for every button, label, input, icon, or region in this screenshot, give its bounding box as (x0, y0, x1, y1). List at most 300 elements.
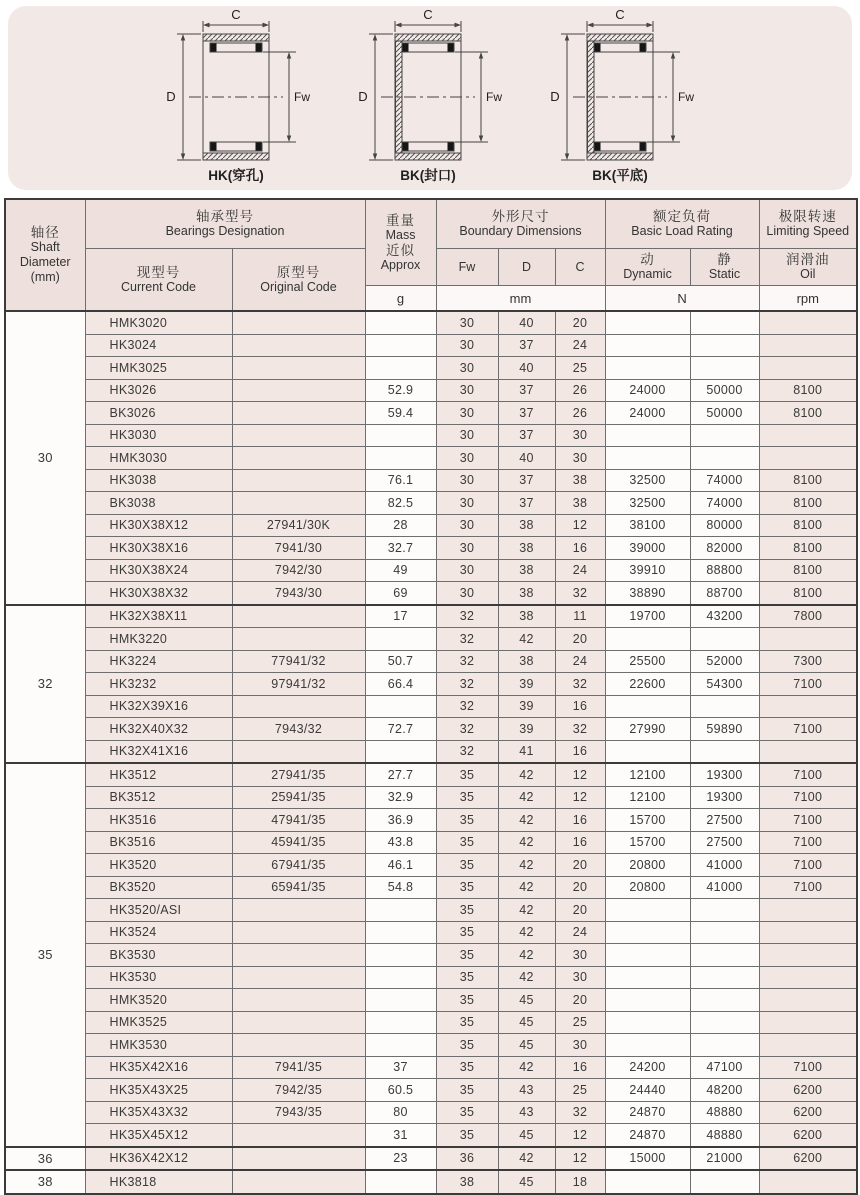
dynamic-load-cell: 32500 (605, 469, 690, 492)
static-load-cell: 41000 (690, 854, 759, 877)
table-row (5, 944, 857, 967)
original-code-cell (232, 605, 365, 628)
dim-label-c: C (231, 7, 241, 22)
dynamic-load-cell: 27990 (605, 718, 690, 741)
static-load-cell (690, 695, 759, 718)
oil-speed-cell: 7100 (759, 854, 857, 877)
shaft-diameter-cell: 36 (5, 1147, 85, 1171)
table-row (5, 379, 857, 402)
dynamic-load-cell: 39000 (605, 537, 690, 560)
mass-cell: 23 (365, 1147, 436, 1171)
d-cell: 39 (498, 718, 555, 741)
table-row (5, 1170, 857, 1194)
mass-cell (365, 334, 436, 357)
table-row (5, 1034, 857, 1057)
current-code-cell: HK3232 (85, 673, 232, 696)
fw-cell: 30 (436, 537, 498, 560)
current-code-cell: HK3024 (85, 334, 232, 357)
header-load-unit: N (605, 286, 759, 312)
table-row (5, 1011, 857, 1034)
seal-square-icon (640, 143, 646, 151)
fw-cell: 35 (436, 1079, 498, 1102)
mass-cell (365, 447, 436, 470)
table-row (5, 740, 857, 763)
original-code-cell (232, 469, 365, 492)
static-load-cell (690, 899, 759, 922)
mass-cell: 59.4 (365, 402, 436, 425)
fw-cell: 30 (436, 582, 498, 605)
fw-cell: 35 (436, 989, 498, 1012)
static-load-cell: 47100 (690, 1056, 759, 1079)
oil-speed-cell (759, 989, 857, 1012)
fw-cell: 35 (436, 876, 498, 899)
mass-cell: 72.7 (365, 718, 436, 741)
original-code-cell: 77941/32 (232, 650, 365, 673)
table-row (5, 469, 857, 492)
fw-cell: 35 (436, 763, 498, 786)
c-cell: 16 (555, 809, 605, 832)
current-code-cell: HK3224 (85, 650, 232, 673)
c-cell: 32 (555, 582, 605, 605)
header-d: D (498, 249, 555, 286)
oil-speed-cell (759, 899, 857, 922)
dim-label-fw: Fw (678, 90, 694, 104)
current-code-cell: HK3524 (85, 921, 232, 944)
header-dims-zh: 外形尺寸 (491, 209, 550, 224)
static-load-cell (690, 740, 759, 763)
d-cell: 42 (498, 1147, 555, 1171)
c-cell: 30 (555, 966, 605, 989)
original-code-cell: 7943/32 (232, 718, 365, 741)
current-code-cell: HK35X43X25 (85, 1079, 232, 1102)
static-load-cell: 88700 (690, 582, 759, 605)
dynamic-load-cell (605, 695, 690, 718)
c-cell: 30 (555, 1034, 605, 1057)
mass-cell (365, 740, 436, 763)
dynamic-load-cell (605, 628, 690, 651)
mass-cell (365, 944, 436, 967)
original-code-cell (232, 357, 365, 380)
fw-cell: 30 (436, 334, 498, 357)
static-load-cell: 48880 (690, 1124, 759, 1147)
d-cell: 39 (498, 695, 555, 718)
table-row (5, 921, 857, 944)
shaft-diameter-cell: 30 (5, 311, 85, 605)
d-cell: 42 (498, 854, 555, 877)
oil-speed-cell: 8100 (759, 559, 857, 582)
header-static-zh: 静 (717, 252, 732, 267)
table-row (5, 357, 857, 380)
c-cell: 25 (555, 357, 605, 380)
seal-square-icon (256, 44, 262, 52)
oil-speed-cell: 7100 (759, 831, 857, 854)
header-fw: Fw (436, 249, 498, 286)
dynamic-load-cell: 19700 (605, 605, 690, 628)
d-cell: 38 (498, 559, 555, 582)
dynamic-load-cell: 15700 (605, 831, 690, 854)
dynamic-load-cell (605, 334, 690, 357)
oil-speed-cell: 7100 (759, 809, 857, 832)
shaft-diameter-cell: 38 (5, 1170, 85, 1194)
dynamic-load-cell: 20800 (605, 876, 690, 899)
oil-speed-cell: 8100 (759, 379, 857, 402)
fw-cell: 35 (436, 854, 498, 877)
dynamic-load-cell: 20800 (605, 854, 690, 877)
original-code-cell (232, 447, 365, 470)
header-mass (365, 199, 436, 286)
mass-cell: 17 (365, 605, 436, 628)
oil-speed-cell: 6200 (759, 1079, 857, 1102)
oil-speed-cell: 7100 (759, 1056, 857, 1079)
d-cell: 43 (498, 1101, 555, 1124)
current-code-cell: BK3516 (85, 831, 232, 854)
current-code-cell: BK3520 (85, 876, 232, 899)
current-code-cell: HMK3220 (85, 628, 232, 651)
mass-cell (365, 1034, 436, 1057)
table-row (5, 718, 857, 741)
original-code-cell: 7942/30 (232, 559, 365, 582)
fw-cell: 30 (436, 447, 498, 470)
current-code-cell: HK3030 (85, 424, 232, 447)
fw-cell: 30 (436, 492, 498, 515)
table-row (5, 424, 857, 447)
dynamic-load-cell: 25500 (605, 650, 690, 673)
diagram-caption: HK(穿孔) (208, 168, 264, 183)
table-row (5, 514, 857, 537)
mass-cell: 37 (365, 1056, 436, 1079)
c-cell: 24 (555, 921, 605, 944)
d-cell: 42 (498, 876, 555, 899)
mass-cell (365, 1170, 436, 1194)
fw-cell: 35 (436, 1056, 498, 1079)
dynamic-load-cell (605, 740, 690, 763)
header-original-code (232, 249, 365, 312)
static-load-cell (690, 1034, 759, 1057)
seal-square-icon (640, 44, 646, 52)
dynamic-load-cell (605, 311, 690, 334)
fw-cell: 35 (436, 809, 498, 832)
static-load-cell: 19300 (690, 763, 759, 786)
oil-speed-cell (759, 1170, 857, 1194)
d-cell: 37 (498, 492, 555, 515)
table-row (5, 1101, 857, 1124)
original-code-cell: 7943/30 (232, 582, 365, 605)
fw-cell: 30 (436, 311, 498, 334)
oil-speed-cell: 7100 (759, 718, 857, 741)
table-row (5, 786, 857, 809)
original-code-cell: 27941/30K (232, 514, 365, 537)
d-cell: 42 (498, 944, 555, 967)
original-code-cell: 97941/32 (232, 673, 365, 696)
header-oil (759, 249, 857, 286)
header-original-en: Original Code (260, 279, 337, 294)
diagram-panel (8, 6, 852, 190)
table-row (5, 334, 857, 357)
mass-cell (365, 311, 436, 334)
header-oil-zh: 润滑油 (786, 252, 830, 267)
fw-cell: 35 (436, 1034, 498, 1057)
oil-speed-cell (759, 1034, 857, 1057)
static-load-cell: 50000 (690, 379, 759, 402)
bearing-spec-table (4, 198, 858, 1195)
header-speed-unit: rpm (759, 286, 857, 312)
mass-cell (365, 989, 436, 1012)
c-cell: 25 (555, 1079, 605, 1102)
original-code-cell (232, 1170, 365, 1194)
c-cell: 20 (555, 876, 605, 899)
header-shaft-unit: (mm) (30, 270, 60, 284)
current-code-cell: HK3520 (85, 854, 232, 877)
d-cell: 40 (498, 447, 555, 470)
current-code-cell: HK35X42X16 (85, 1056, 232, 1079)
c-cell: 30 (555, 424, 605, 447)
d-cell: 45 (498, 1034, 555, 1057)
dynamic-load-cell: 32500 (605, 492, 690, 515)
d-cell: 42 (498, 899, 555, 922)
static-load-cell: 27500 (690, 831, 759, 854)
oil-speed-cell (759, 740, 857, 763)
static-load-cell: 59890 (690, 718, 759, 741)
fw-cell: 30 (436, 424, 498, 447)
header-bearings-designation (85, 199, 365, 249)
header-mass-en: Mass (385, 227, 416, 242)
c-cell: 38 (555, 492, 605, 515)
fw-cell: 32 (436, 650, 498, 673)
c-cell: 24 (555, 650, 605, 673)
original-code-cell (232, 1147, 365, 1171)
current-code-cell: HK35X45X12 (85, 1124, 232, 1147)
d-cell: 38 (498, 514, 555, 537)
oil-speed-cell: 8100 (759, 492, 857, 515)
original-code-cell (232, 740, 365, 763)
current-code-cell: BK3512 (85, 786, 232, 809)
table-header (5, 199, 857, 311)
header-shaft-en1: Shaft (30, 240, 60, 254)
oil-speed-cell (759, 628, 857, 651)
d-cell: 42 (498, 831, 555, 854)
d-cell: 37 (498, 379, 555, 402)
mass-cell (365, 966, 436, 989)
mass-cell: 54.8 (365, 876, 436, 899)
original-code-cell: 65941/35 (232, 876, 365, 899)
c-cell: 11 (555, 605, 605, 628)
dynamic-load-cell: 12100 (605, 786, 690, 809)
header-static-en: Static (708, 267, 741, 281)
mass-cell: 80 (365, 1101, 436, 1124)
static-load-cell: 74000 (690, 492, 759, 515)
oil-speed-cell (759, 311, 857, 334)
current-code-cell: HK30X38X12 (85, 514, 232, 537)
d-cell: 38 (498, 582, 555, 605)
table-body (5, 311, 857, 1194)
seal-square-icon (448, 143, 454, 151)
original-code-cell (232, 402, 365, 425)
fw-cell: 30 (436, 379, 498, 402)
d-cell: 38 (498, 537, 555, 560)
static-load-cell (690, 447, 759, 470)
d-cell: 37 (498, 424, 555, 447)
c-cell: 12 (555, 1147, 605, 1171)
dynamic-load-cell (605, 989, 690, 1012)
table-row (5, 628, 857, 651)
header-load-zh: 额定负荷 (653, 209, 712, 224)
d-cell: 37 (498, 469, 555, 492)
fw-cell: 35 (436, 921, 498, 944)
fw-cell: 30 (436, 469, 498, 492)
table-row (5, 492, 857, 515)
mass-cell: 36.9 (365, 809, 436, 832)
fw-cell: 30 (436, 514, 498, 537)
static-load-cell: 88800 (690, 559, 759, 582)
fw-cell: 35 (436, 786, 498, 809)
header-original-zh: 原型号 (276, 264, 321, 280)
original-code-cell (232, 379, 365, 402)
oil-speed-cell: 8100 (759, 402, 857, 425)
dynamic-load-cell (605, 1034, 690, 1057)
dynamic-load-cell: 24000 (605, 379, 690, 402)
dim-label-d: D (166, 89, 176, 104)
static-load-cell: 80000 (690, 514, 759, 537)
header-basic-load-rating (605, 199, 759, 249)
d-cell: 45 (498, 989, 555, 1012)
c-cell: 12 (555, 1124, 605, 1147)
c-cell: 20 (555, 628, 605, 651)
dynamic-load-cell: 15000 (605, 1147, 690, 1171)
original-code-cell (232, 424, 365, 447)
header-dims-unit: mm (436, 286, 605, 312)
current-code-cell: HK3818 (85, 1170, 232, 1194)
fw-cell: 35 (436, 1124, 498, 1147)
static-load-cell: 48880 (690, 1101, 759, 1124)
header-dims-en: Boundary Dimensions (459, 224, 582, 238)
current-code-cell: HK32X39X16 (85, 695, 232, 718)
seal-square-icon (256, 143, 262, 151)
d-cell: 42 (498, 786, 555, 809)
table-row (5, 673, 857, 696)
c-cell: 24 (555, 334, 605, 357)
d-cell: 38 (498, 650, 555, 673)
oil-speed-cell (759, 334, 857, 357)
fw-cell: 32 (436, 628, 498, 651)
mass-cell (365, 1011, 436, 1034)
oil-speed-cell: 7100 (759, 763, 857, 786)
static-load-cell: 48200 (690, 1079, 759, 1102)
original-code-cell: 67941/35 (232, 854, 365, 877)
dim-label-fw: Fw (486, 90, 502, 104)
mass-cell: 69 (365, 582, 436, 605)
oil-speed-cell: 7300 (759, 650, 857, 673)
c-cell: 25 (555, 1011, 605, 1034)
dynamic-load-cell (605, 944, 690, 967)
bearing-diagram (355, 8, 505, 186)
original-code-cell (232, 944, 365, 967)
current-code-cell: BK3038 (85, 492, 232, 515)
header-c: C (555, 249, 605, 286)
d-cell: 40 (498, 311, 555, 334)
table-row (5, 763, 857, 786)
static-load-cell: 54300 (690, 673, 759, 696)
seal-square-icon (403, 143, 409, 151)
static-load-cell (690, 424, 759, 447)
static-load-cell (690, 921, 759, 944)
current-code-cell: HK30X38X16 (85, 537, 232, 560)
current-code-cell: HMK3520 (85, 989, 232, 1012)
fw-cell: 32 (436, 695, 498, 718)
header-designation-en: Bearings Designation (165, 224, 285, 238)
original-code-cell (232, 628, 365, 651)
mass-cell: 82.5 (365, 492, 436, 515)
fw-cell: 32 (436, 605, 498, 628)
c-cell: 16 (555, 740, 605, 763)
dynamic-load-cell: 24870 (605, 1124, 690, 1147)
d-cell: 37 (498, 402, 555, 425)
dynamic-load-cell: 24870 (605, 1101, 690, 1124)
fw-cell: 30 (436, 559, 498, 582)
dynamic-load-cell (605, 966, 690, 989)
original-code-cell: 7942/35 (232, 1079, 365, 1102)
header-limiting-speed (759, 199, 857, 249)
d-cell: 45 (498, 1124, 555, 1147)
c-cell: 16 (555, 831, 605, 854)
current-code-cell: HK3530 (85, 966, 232, 989)
static-load-cell: 82000 (690, 537, 759, 560)
dynamic-load-cell: 12100 (605, 763, 690, 786)
oil-speed-cell: 7800 (759, 605, 857, 628)
original-code-cell: 7943/35 (232, 1101, 365, 1124)
static-load-cell (690, 334, 759, 357)
table-row (5, 1124, 857, 1147)
seal-square-icon (595, 44, 601, 52)
original-code-cell (232, 899, 365, 922)
oil-speed-cell: 8100 (759, 469, 857, 492)
header-designation-zh: 轴承型号 (196, 209, 254, 224)
original-code-cell (232, 1034, 365, 1057)
dynamic-load-cell (605, 899, 690, 922)
static-load-cell: 74000 (690, 469, 759, 492)
original-code-cell (232, 989, 365, 1012)
table-row (5, 831, 857, 854)
d-cell: 38 (498, 605, 555, 628)
fw-cell: 36 (436, 1147, 498, 1171)
c-cell: 18 (555, 1170, 605, 1194)
mass-cell (365, 899, 436, 922)
header-static (690, 249, 759, 286)
c-cell: 20 (555, 899, 605, 922)
c-cell: 12 (555, 763, 605, 786)
current-code-cell: HMK3030 (85, 447, 232, 470)
mass-cell: 32.9 (365, 786, 436, 809)
original-code-cell: 7941/35 (232, 1056, 365, 1079)
header-mass-zh: 重量 (386, 212, 416, 228)
c-cell: 24 (555, 559, 605, 582)
c-cell: 26 (555, 379, 605, 402)
table-row (5, 1079, 857, 1102)
original-code-cell (232, 1124, 365, 1147)
oil-speed-cell (759, 921, 857, 944)
c-cell: 32 (555, 718, 605, 741)
dynamic-load-cell: 24440 (605, 1079, 690, 1102)
c-cell: 30 (555, 447, 605, 470)
static-load-cell: 21000 (690, 1147, 759, 1171)
oil-speed-cell: 7100 (759, 673, 857, 696)
table-row (5, 695, 857, 718)
dim-label-d: D (550, 89, 560, 104)
current-code-cell: HK36X42X12 (85, 1147, 232, 1171)
oil-speed-cell: 6200 (759, 1124, 857, 1147)
c-cell: 30 (555, 944, 605, 967)
d-cell: 42 (498, 921, 555, 944)
original-code-cell (232, 966, 365, 989)
